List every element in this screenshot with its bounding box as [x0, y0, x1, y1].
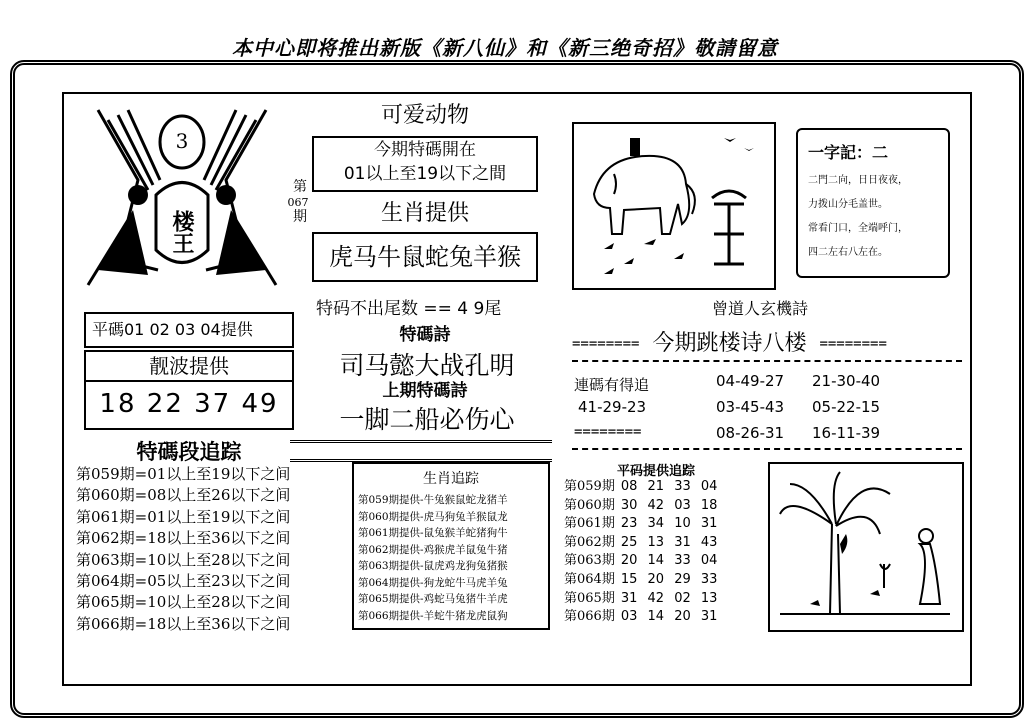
- flat-row: [564, 608, 717, 627]
- issue-suffix: 期: [293, 209, 307, 225]
- flat-row: [564, 497, 717, 516]
- last-poem-title: 上期特碼詩: [382, 381, 468, 401]
- flat-nums: 31 42 02 13: [620, 590, 718, 606]
- tail-text: 特码不出尾数 == 4 9尾: [316, 299, 502, 319]
- header-notice: 本中心即将推出新版《新八仙》和《新三绝奇招》敬請留意: [232, 36, 778, 60]
- xuanji-divider: [572, 360, 962, 362]
- number-set: 04-49-27: [716, 372, 785, 390]
- number-set: 08-26-31: [716, 424, 785, 442]
- riddle-line: 力拨山分毛盖世。: [808, 199, 888, 210]
- flat-nums: 30 42 03 18: [620, 497, 718, 513]
- flat-issue: 第061期: [564, 516, 615, 532]
- wave-numbers: 18 22 37 49: [99, 389, 279, 419]
- number-set: 16-11-39: [812, 424, 881, 442]
- flat-row: [564, 478, 717, 497]
- banner-right: ========: [819, 336, 887, 352]
- issue-number: 067: [287, 196, 309, 209]
- xuanji-bottom-divider: [572, 448, 962, 450]
- eagle-crest-logo: [78, 100, 286, 290]
- zodiac-tracking-title: 生肖追踪: [423, 471, 479, 487]
- flat-nums: 20 14 33 04: [620, 553, 718, 569]
- poem-text: 司马懿大战孔明: [339, 351, 515, 380]
- ornament-divider: [290, 440, 552, 462]
- logo-number: 3: [175, 129, 189, 153]
- segment-row: 第061期=01以上至19以下之间: [76, 507, 291, 526]
- poem-title: 特碼詩: [399, 325, 451, 345]
- zodiac-title: 生肖提供: [380, 201, 469, 226]
- segment-row: 第066期=18以上至36以下之间: [76, 614, 291, 633]
- zodiac-row: 第064期提供-狗龙蛇牛马虎羊兔: [358, 576, 508, 589]
- flat-tracking-title: 平码提供追踪: [616, 464, 695, 479]
- flat-issue: 第066期: [564, 609, 615, 625]
- flat-row: [564, 590, 717, 609]
- range-box: [312, 136, 538, 192]
- number-set: 03-45-43: [716, 398, 785, 416]
- flat-issue: 第064期: [564, 571, 615, 587]
- last-poem-text: 一脚二船必伤心: [339, 405, 515, 434]
- banner-left: ========: [572, 336, 640, 352]
- zodiac-row: 第063期提供-鼠虎鸡龙狗兔猪猴: [358, 560, 508, 572]
- segment-list: [76, 464, 300, 635]
- segment-row: 第059期=01以上至19以下之间: [76, 465, 291, 483]
- zodiac-row: 第061期提供-鼠兔猴羊蛇猪狗牛: [358, 527, 508, 539]
- xuanji-banner: 今期跳楼诗八楼: [652, 331, 807, 356]
- zodiac-row: 第059期提供-牛兔猴鼠蛇龙猪羊: [358, 494, 508, 506]
- flat-nums: 25 13 31 43: [620, 534, 718, 550]
- elephant-picture: [572, 122, 776, 290]
- flat-nums: 23 34 10 31: [620, 516, 718, 532]
- riddle-line: 常看门口，全端呼门，: [808, 223, 908, 234]
- issue-prefix: 第: [293, 179, 307, 195]
- elephant-illustration: [574, 124, 774, 288]
- zodiac-list: 虎马牛鼠蛇兔羊猴: [312, 232, 538, 282]
- zodiac-row: 第060期提供-虎马狗兔羊猴鼠龙: [358, 510, 508, 523]
- flat-numbers-box: 平碼01 02 03 04提供: [84, 312, 294, 348]
- flat-row: [564, 571, 717, 590]
- flat-row: [564, 552, 717, 571]
- segment-row: 第063期=10以上至28以下之间: [76, 550, 291, 569]
- flat-row: [564, 515, 717, 534]
- flat-issue: 第059期: [564, 479, 615, 494]
- wave-box: [84, 350, 294, 430]
- zodiac-tracking-box: [352, 462, 550, 630]
- flat-nums: 03 14 20 31: [620, 609, 718, 625]
- range-line2: 01以上至19以下之間: [343, 164, 507, 184]
- segment-row: 第062期=18以上至36以下之间: [76, 529, 291, 548]
- flat-nums: 15 20 29 33: [620, 571, 718, 587]
- zodiac-row: 第066期提供-羊蛇牛猪龙虎鼠狗: [358, 609, 508, 622]
- xuanji-title: 曾道人玄機詩: [711, 299, 808, 318]
- flat-issue: 第063期: [564, 553, 615, 569]
- wave-title: 靓波提供: [86, 352, 292, 382]
- logo-title: 楼王: [169, 210, 195, 254]
- riddle-line: 二門二向，日日夜夜，: [808, 175, 908, 186]
- zodiac-row: 第065期提供-鸡蛇马兔猪牛羊虎: [358, 593, 508, 605]
- number-set: 21-30-40: [812, 372, 881, 390]
- dash-line: ========: [574, 424, 642, 440]
- riddle-line: 四二左右八左在。: [808, 247, 888, 258]
- flat-nums: 08 21 33 04: [620, 479, 718, 494]
- segment-row: 第064期=05以上至23以下之间: [76, 572, 291, 591]
- xuanji-banner-row: [572, 326, 962, 356]
- flat-row: [564, 534, 717, 553]
- scholar-illustration: [770, 464, 962, 630]
- segment-row: 第065期=10以上至28以下之间: [76, 593, 291, 612]
- zodiac-row: 第062期提供-鸡猴虎羊鼠兔牛猪: [358, 543, 508, 556]
- flat-tracking-list: [564, 478, 717, 627]
- riddle-title: 一字記：二: [808, 143, 889, 162]
- number-set: 41-29-23: [578, 398, 647, 416]
- flat-issue: 第060期: [564, 497, 615, 513]
- segment-title: 特碼段追踪: [136, 439, 242, 464]
- flat-issue: 第065期: [564, 590, 615, 606]
- flat-issue: 第062期: [564, 534, 615, 550]
- scholar-picture: [768, 462, 964, 632]
- animals-title: 可爱动物: [380, 103, 469, 128]
- chase-label: 連碼有得追: [574, 376, 650, 394]
- segment-row: 第060期=08以上至26以下之间: [76, 486, 291, 505]
- issue-label: [287, 179, 310, 225]
- number-set: 05-22-15: [812, 398, 881, 416]
- riddle-box: [796, 128, 950, 278]
- range-line1: 今期特碼開在: [374, 140, 476, 160]
